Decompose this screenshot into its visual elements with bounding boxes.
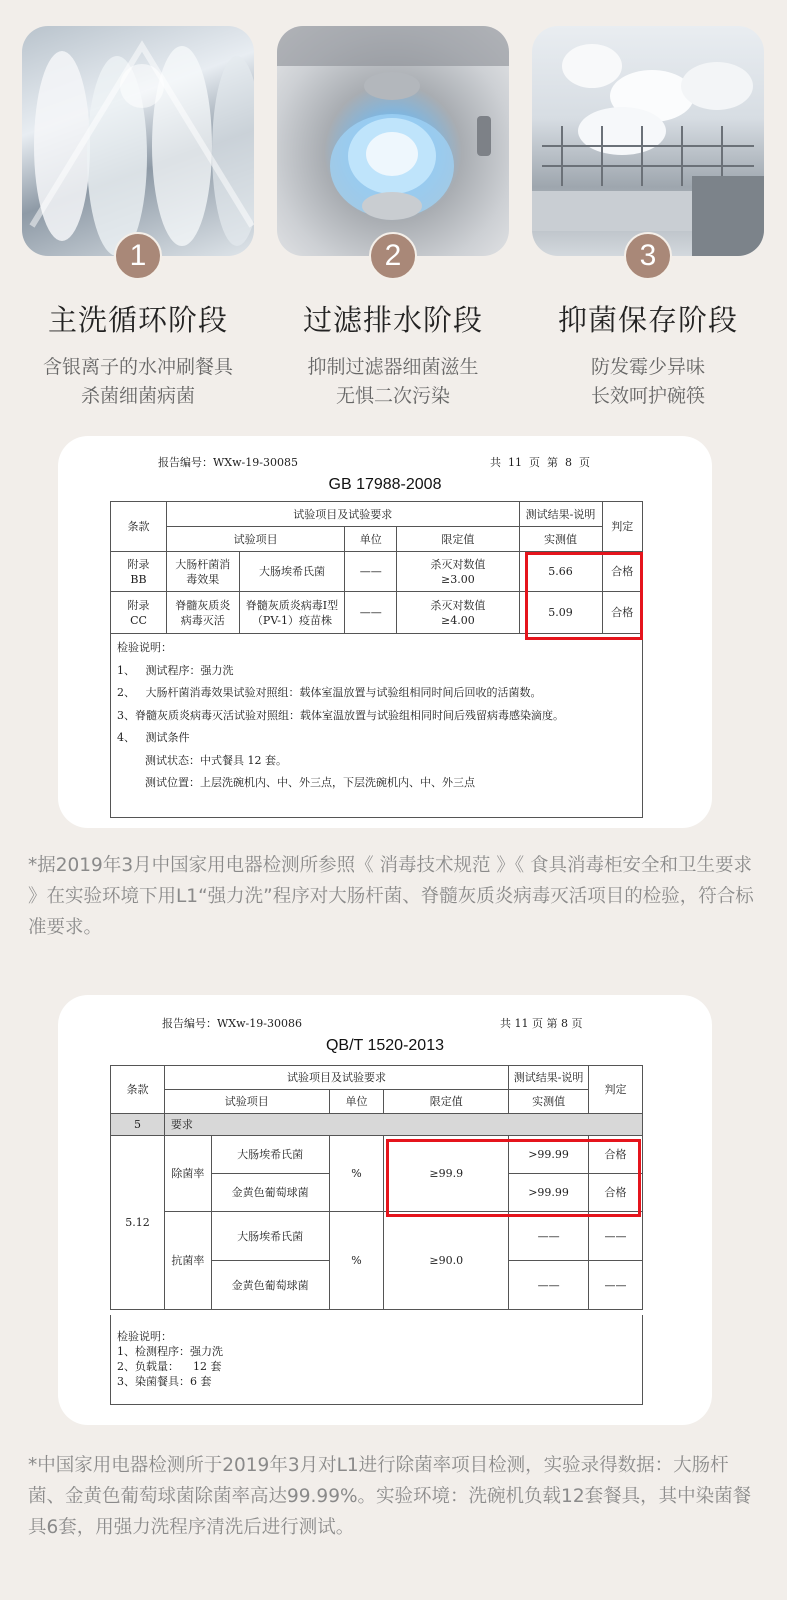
row-item: 大肠埃希氏菌 xyxy=(239,552,345,592)
header-items-req: 试验项目及试验要求 xyxy=(164,1066,508,1090)
stage-number-badge: 2 xyxy=(369,232,417,280)
row-value: >99.99 xyxy=(509,1136,589,1174)
stage-antibacterial-storage xyxy=(532,26,764,411)
note-line: 3、脊髓灰质炎病毒灭活试验对照组：载体室温放置与试验组相同时间后残留病毒感染滴度。 xyxy=(117,708,564,722)
row-value: >99.99 xyxy=(509,1174,589,1212)
header-judge: 判定 xyxy=(602,502,643,552)
stage-title: 主洗循环阶段 xyxy=(47,303,228,337)
row-item-category: 大肠杆菌消 毒效果 xyxy=(167,552,240,592)
row-judge: —— xyxy=(589,1261,643,1310)
footnote-report-2: *中国家用电器检测所于2019年3月对L1进行除菌率项目检测，实验录得数据：大肠杆菌、金黄色葡萄球菌除菌率高达99.99%。实验环境：洗碗机负载12套餐具，其中染菌餐具6套，用强力洗程序清洗后进行测试。 xyxy=(28,1455,752,1538)
group-unit: % xyxy=(329,1212,384,1310)
row-unit: —— xyxy=(345,592,397,634)
test-report-card-gb17988 xyxy=(58,436,712,828)
stage-desc-line: 长效呵护碗筷 xyxy=(590,385,705,407)
note-line: 检验说明： xyxy=(117,641,172,654)
report-pages: 共 11 页 第 8 页 xyxy=(490,456,590,469)
row-item: 大肠埃希氏菌 xyxy=(211,1212,329,1261)
header-clause: 条款 xyxy=(111,502,167,552)
row-item-category: 脊髓灰质炎 病毒灭活 xyxy=(167,592,240,634)
row-judge: —— xyxy=(589,1212,643,1261)
group-unit: % xyxy=(329,1136,384,1212)
stage-title: 抑菌保存阶段 xyxy=(557,303,738,337)
stage-description xyxy=(277,353,509,411)
header-measured: 实测值 xyxy=(519,527,602,552)
stage-title: 过滤排水阶段 xyxy=(302,303,483,337)
row-item: 金黄色葡萄球菌 xyxy=(211,1261,329,1310)
note-line: 检验说明： xyxy=(117,1330,172,1343)
report-notes xyxy=(110,633,643,818)
stage-description xyxy=(532,353,764,411)
section-number: 5 xyxy=(111,1114,165,1136)
note-line: 测试位置：上层洗碗机内、中、外三点，下层洗碗机内、中、外三点 xyxy=(117,776,475,789)
note-line: 2、负载量： 12 套 xyxy=(117,1360,222,1373)
stage-main-wash xyxy=(22,26,254,411)
row-value: —— xyxy=(509,1261,589,1310)
header-clause: 条款 xyxy=(111,1066,165,1114)
stage-desc-line: 杀菌细菌病菌 xyxy=(80,385,195,407)
header-item: 试验项目 xyxy=(167,527,345,552)
row-clause: 附录 CC xyxy=(111,592,167,634)
stage-desc-line: 含银离子的水冲刷餐具 xyxy=(42,356,233,378)
highlight-box xyxy=(386,1139,641,1217)
header-item: 试验项目 xyxy=(164,1090,329,1114)
row-unit: —— xyxy=(345,552,397,592)
note-line: 2、 大肠杆菌消毒效果试验对照组：载体室温放置与试验组相同时间后回收的活菌数。 xyxy=(117,686,542,699)
stage-number-badge: 1 xyxy=(114,232,162,280)
report-number: 报告编号：WXw-19-30085 xyxy=(158,456,298,469)
filter-drain-photo xyxy=(277,26,509,256)
report-number: 报告编号：WXw-19-30086 xyxy=(162,1017,302,1030)
header-limit: 限定值 xyxy=(384,1090,509,1114)
group-limit: ≥99.9 xyxy=(384,1136,509,1212)
header-judge: 判定 xyxy=(589,1066,643,1114)
highlight-box xyxy=(525,552,643,640)
report-notes xyxy=(110,1315,643,1405)
report-standard: QB/T 1520-2013 xyxy=(325,1037,444,1054)
stage-description xyxy=(22,353,254,411)
report-pages: 共 11 页 第 8 页 xyxy=(500,1017,583,1030)
dishes-spray-illustration xyxy=(22,26,254,256)
main-wash-photo xyxy=(22,26,254,256)
table-row xyxy=(111,1212,643,1261)
row-limit: 杀灭对数值 ≥3.00 xyxy=(397,552,519,592)
row-value: 5.09 xyxy=(519,592,602,634)
header-limit: 限定值 xyxy=(397,527,519,552)
row-judge: 合格 xyxy=(589,1174,643,1212)
storage-photo xyxy=(532,26,764,256)
header-unit: 单位 xyxy=(329,1090,384,1114)
footnote-report-1: *据2019年3月中国家用电器检测所参照《 消毒技术规范 》《 食具消毒柜安全和卫生要求 》在实验环境下用L1“强力洗”程序对大肠杆菌、脊髓灰质炎病毒灭活项目的检验，符合标准要求。 xyxy=(28,855,754,938)
row-clause: 5.12 xyxy=(111,1136,165,1310)
group-name: 抗菌率 xyxy=(164,1212,211,1310)
header-result: 测试结果-说明 xyxy=(519,502,602,527)
header-unit: 单位 xyxy=(345,527,397,552)
test-report-card-qbt1520 xyxy=(58,995,712,1425)
stage-desc-line: 无惧二次污染 xyxy=(335,385,450,407)
header-items-req: 试验项目及试验要求 xyxy=(167,502,520,527)
note-line: 1、检测程序：强力洗 xyxy=(117,1345,223,1358)
report-standard: GB 17988-2008 xyxy=(328,476,442,493)
group-limit: ≥90.0 xyxy=(384,1212,509,1310)
row-item: 金黄色葡萄球菌 xyxy=(211,1174,329,1212)
stage-number-badge: 3 xyxy=(624,232,672,280)
row-clause: 附录 BB xyxy=(111,552,167,592)
stage-desc-line: 抑制过滤器细菌滋生 xyxy=(307,356,479,378)
note-line: 3、染菌餐具：6 套 xyxy=(117,1375,212,1388)
group-name: 除菌率 xyxy=(164,1136,211,1212)
header-measured: 实测值 xyxy=(509,1090,589,1114)
row-item: 大肠埃希氏菌 xyxy=(211,1136,329,1174)
row-judge: 合格 xyxy=(602,552,643,592)
stage-filter-drain xyxy=(277,26,509,411)
section-row xyxy=(111,1114,643,1136)
row-value: —— xyxy=(509,1212,589,1261)
note-line: 4、 测试条件 xyxy=(117,731,190,744)
row-limit: 杀灭对数值 ≥4.00 xyxy=(397,592,519,634)
note-line: 1、 测试程序：强力洗 xyxy=(117,663,234,677)
stages-section xyxy=(0,0,787,420)
row-judge: 合格 xyxy=(589,1136,643,1174)
dish-rack-illustration xyxy=(532,26,764,256)
header-result: 测试结果-说明 xyxy=(509,1066,589,1090)
stage-desc-line: 防发霉少异味 xyxy=(590,356,705,378)
row-value: 5.66 xyxy=(519,552,602,592)
row-item: 脊髓灰质炎病毒Ⅰ型 （PV-1）疫苗株 xyxy=(239,592,345,634)
filter-illustration xyxy=(277,26,509,256)
section-label: 要求 xyxy=(164,1114,642,1136)
note-line: 测试状态：中式餐具 12 套。 xyxy=(117,753,287,767)
row-judge: 合格 xyxy=(602,592,643,634)
